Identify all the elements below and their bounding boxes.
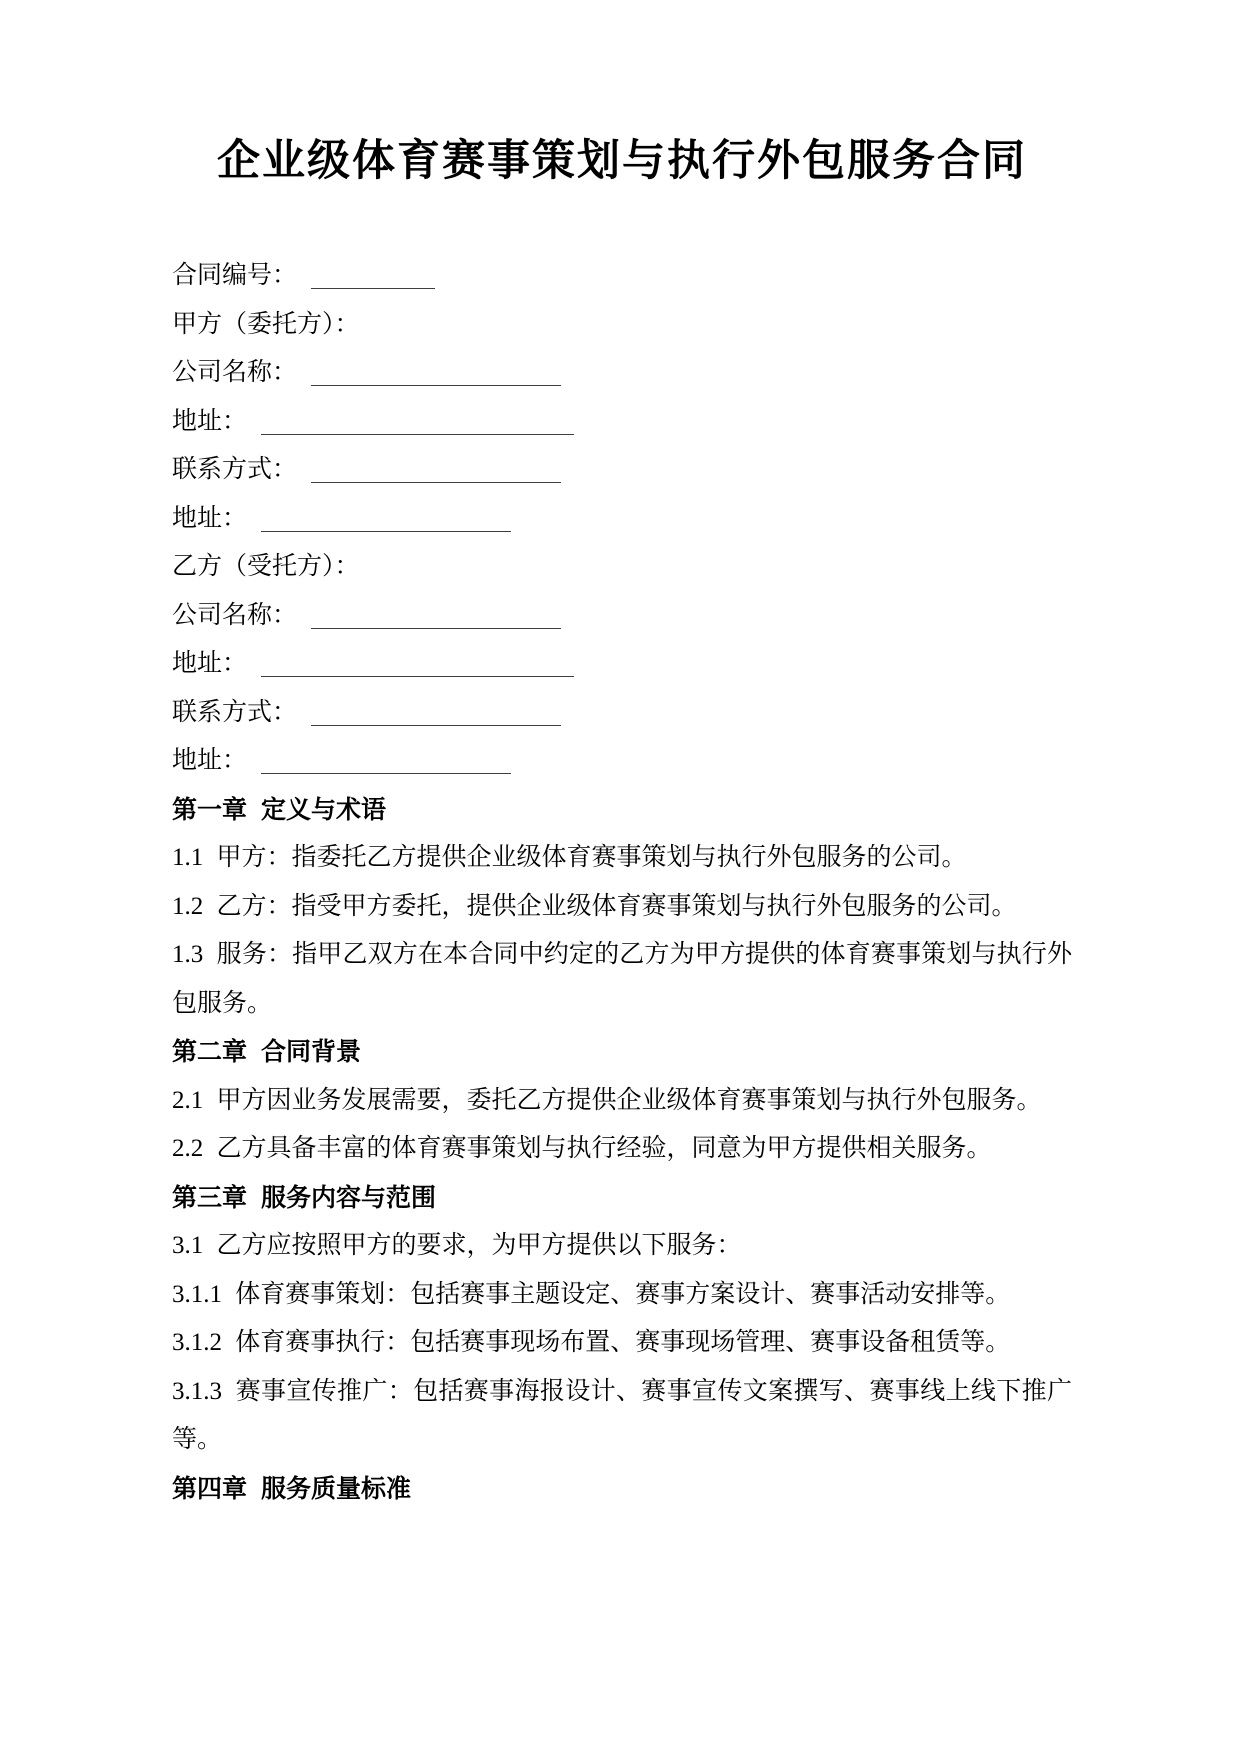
field-row-party-a-company-name bbox=[172, 349, 1072, 398]
section-heading-chapter-3: 第三章 服务内容与范围 bbox=[172, 1183, 436, 1212]
field-label: 联系方式： bbox=[172, 456, 298, 483]
field-label: 公司名称： bbox=[172, 601, 298, 629]
clause-paragraph: 3.1.3 赛事宣传推广：包括赛事海报设计、赛事宣传文案撰写、赛事线上线下推广等。 bbox=[172, 1377, 1072, 1453]
clause-paragraph: 3.1 乙方应按照甲方的要求，为甲方提供以下服务： bbox=[172, 1232, 742, 1259]
contract-sections bbox=[172, 786, 1072, 1514]
section-heading-chapter-1: 第一章 定义与术语 bbox=[172, 795, 386, 824]
clause-paragraph: 2.2 乙方具备丰富的体育赛事策划与执行经验，同意为甲方提供相关服务。 bbox=[172, 1135, 992, 1162]
fill-in-blank-line bbox=[261, 404, 574, 435]
field-label: 甲方（委托方）： bbox=[172, 310, 360, 338]
field-label: 联系方式： bbox=[172, 698, 298, 726]
field-label: 乙方（受托方）： bbox=[172, 553, 360, 580]
clause-paragraph: 1.1 甲方：指委托乙方提供企业级体育赛事策划与执行外包服务的公司。 bbox=[172, 844, 967, 871]
field-row-party-b-contact bbox=[172, 689, 1072, 738]
field-row-party-a-heading bbox=[172, 301, 1072, 350]
section-heading-chapter-4: 第四章 服务质量标准 bbox=[172, 1474, 411, 1503]
document-title: 企业级体育赛事策划与执行外包服务合同 bbox=[217, 138, 1027, 185]
field-row-party-b-address-2 bbox=[172, 737, 1072, 786]
fill-in-blank-line bbox=[311, 695, 561, 726]
fill-in-blank-line bbox=[261, 646, 574, 677]
clause-paragraph: 1.3 服务：指甲乙双方在本合同中约定的乙方为甲方提供的体育赛事策划与执行外包服务。 bbox=[172, 941, 1072, 1017]
field-label: 地址： bbox=[172, 747, 248, 774]
field-row-party-b-company-name bbox=[172, 592, 1072, 641]
field-label: 地址： bbox=[172, 407, 248, 435]
fill-in-blank-line bbox=[311, 258, 435, 289]
field-label: 合同编号： bbox=[172, 262, 298, 289]
field-row-contract-number bbox=[172, 252, 1072, 301]
fill-in-blank-line bbox=[261, 743, 511, 774]
field-label: 地址： bbox=[172, 650, 248, 677]
party-info-fields bbox=[172, 252, 1072, 786]
clause-paragraph: 2.1 甲方因业务发展需要，委托乙方提供企业级体育赛事策划与执行外包服务。 bbox=[172, 1086, 1042, 1114]
field-row-party-a-address-2 bbox=[172, 495, 1072, 544]
field-row-party-a-contact bbox=[172, 446, 1072, 495]
fill-in-blank-line bbox=[311, 598, 561, 629]
section-heading-chapter-2: 第二章 合同背景 bbox=[172, 1038, 361, 1066]
clause-paragraph: 3.1.1 体育赛事策划：包括赛事主题设定、赛事方案设计、赛事活动安排等。 bbox=[172, 1280, 1011, 1308]
clause-paragraph: 3.1.2 体育赛事执行：包括赛事现场布置、赛事现场管理、赛事设备租赁等。 bbox=[172, 1329, 1011, 1356]
field-label: 地址： bbox=[172, 504, 248, 532]
fill-in-blank-line bbox=[261, 501, 511, 532]
fill-in-blank-line bbox=[311, 452, 561, 483]
field-row-party-b-address bbox=[172, 640, 1072, 689]
clause-paragraph: 1.2 乙方：指受甲方委托，提供企业级体育赛事策划与执行外包服务的公司。 bbox=[172, 892, 1017, 920]
field-label: 公司名称： bbox=[172, 359, 298, 386]
field-row-party-a-address bbox=[172, 398, 1072, 447]
fill-in-blank-line bbox=[311, 355, 561, 386]
field-row-party-b-heading bbox=[172, 543, 1072, 592]
